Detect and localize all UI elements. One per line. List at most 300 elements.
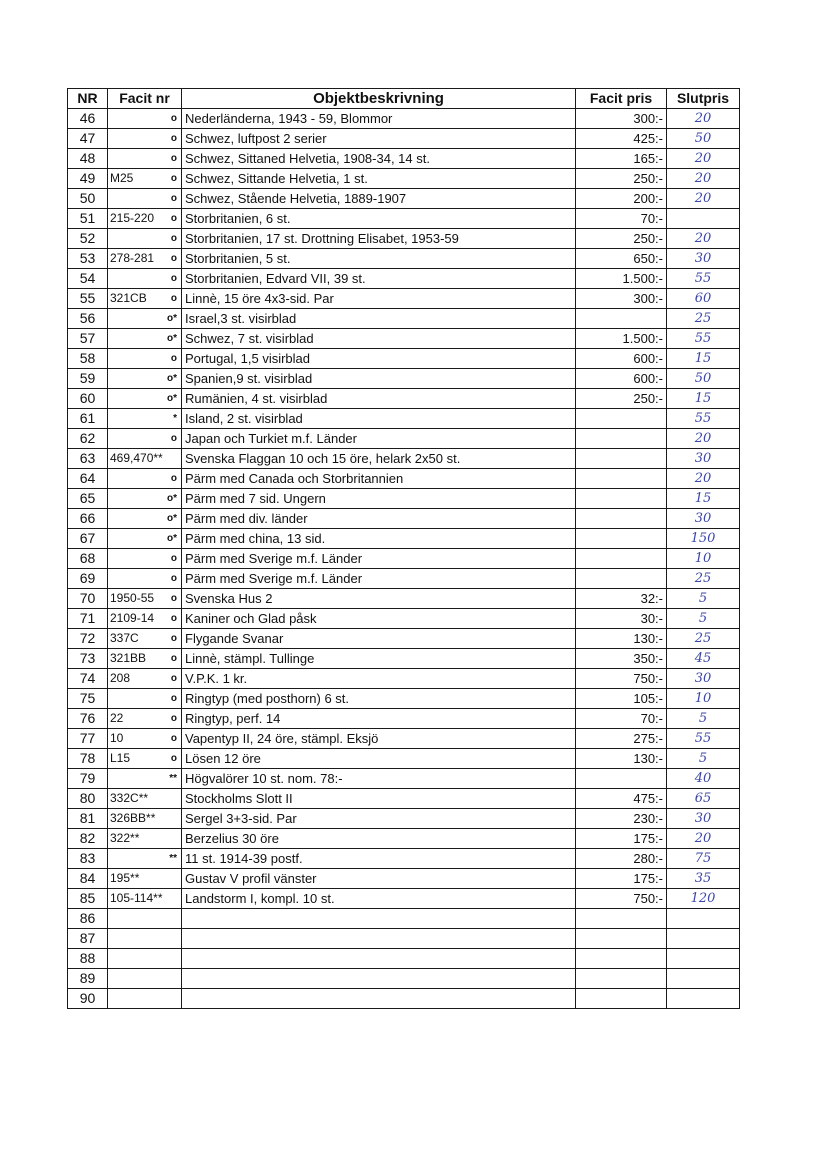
facit-price: 30:- — [576, 609, 667, 629]
table-row — [68, 869, 740, 889]
facit-number — [108, 709, 182, 729]
lot-number: 87 — [68, 929, 108, 949]
facit-price: 650:- — [576, 249, 667, 269]
condition-mark: o — [170, 573, 177, 584]
facit-number — [108, 209, 182, 229]
facit-number-text: 322** — [110, 831, 140, 845]
lot-description: Schwez, luftpost 2 serier — [182, 129, 576, 149]
facit-number — [108, 909, 182, 929]
facit-price: 250:- — [576, 169, 667, 189]
facit-number — [108, 369, 182, 389]
lot-description: Ringtyp (med posthorn) 6 st. — [182, 689, 576, 709]
table-row — [68, 989, 740, 1009]
lot-number: 81 — [68, 809, 108, 829]
lot-description: Schwez, Sittaned Helvetia, 1908-34, 14 st. — [182, 149, 576, 169]
final-price: 20 — [667, 829, 740, 849]
lot-description: Gustav V profil vänster — [182, 869, 576, 889]
facit-number — [108, 289, 182, 309]
lot-description: Island, 2 st. visirblad — [182, 409, 576, 429]
table-row — [68, 129, 740, 149]
facit-number — [108, 109, 182, 129]
facit-number — [108, 649, 182, 669]
header-nr: NR — [68, 89, 108, 109]
facit-number — [108, 729, 182, 749]
lot-number: 50 — [68, 189, 108, 209]
lot-description: Storbritanien, 6 st. — [182, 209, 576, 229]
lot-number: 58 — [68, 349, 108, 369]
lot-description: Pärm med 7 sid. Ungern — [182, 489, 576, 509]
condition-mark: o* — [167, 513, 177, 524]
final-price: 30 — [667, 809, 740, 829]
lot-description: Schwez, Sittande Helvetia, 1 st. — [182, 169, 576, 189]
lot-description: Vapentyp II, 24 öre, stämpl. Eksjö — [182, 729, 576, 749]
lot-number: 52 — [68, 229, 108, 249]
final-price: 10 — [667, 549, 740, 569]
facit-number — [108, 189, 182, 209]
final-price — [667, 909, 740, 929]
table-row — [68, 489, 740, 509]
facit-number — [108, 809, 182, 829]
facit-number — [108, 929, 182, 949]
table-row — [68, 689, 740, 709]
condition-mark: o* — [167, 393, 177, 404]
final-price: 20 — [667, 189, 740, 209]
lot-number: 64 — [68, 469, 108, 489]
condition-mark: o — [170, 473, 177, 484]
final-price: 15 — [667, 389, 740, 409]
facit-number — [108, 429, 182, 449]
facit-number-text: 1950-55 — [110, 591, 155, 605]
condition-mark: o* — [167, 313, 177, 324]
lot-number: 72 — [68, 629, 108, 649]
lot-description: Spanien,9 st. visirblad — [182, 369, 576, 389]
lot-description: 11 st. 1914-39 postf. — [182, 849, 576, 869]
table-row — [68, 529, 740, 549]
lot-description: Israel,3 st. visirblad — [182, 309, 576, 329]
facit-number-text: 469,470** — [110, 451, 163, 465]
lot-number: 79 — [68, 769, 108, 789]
lot-number: 57 — [68, 329, 108, 349]
final-price — [667, 949, 740, 969]
facit-price — [576, 469, 667, 489]
condition-mark: o — [170, 553, 177, 564]
facit-number — [108, 409, 182, 429]
lot-description: Pärm med china, 13 sid. — [182, 529, 576, 549]
table-row — [68, 369, 740, 389]
lot-description: Stockholms Slott II — [182, 789, 576, 809]
lot-description: Schwez, Stående Helvetia, 1889-1907 — [182, 189, 576, 209]
final-price: 40 — [667, 769, 740, 789]
facit-number-text: 10 — [110, 731, 124, 745]
condition-mark: o — [170, 273, 177, 284]
lot-description — [182, 909, 576, 929]
lot-number: 82 — [68, 829, 108, 849]
facit-price: 300:- — [576, 109, 667, 129]
facit-price — [576, 769, 667, 789]
facit-price — [576, 489, 667, 509]
lot-number: 78 — [68, 749, 108, 769]
table-row — [68, 889, 740, 909]
facit-price — [576, 569, 667, 589]
table-row — [68, 509, 740, 529]
facit-price: 275:- — [576, 729, 667, 749]
facit-number — [108, 249, 182, 269]
lot-description: Svenska Flaggan 10 och 15 öre, helark 2x50 st. — [182, 449, 576, 469]
facit-number — [108, 689, 182, 709]
facit-number — [108, 849, 182, 869]
final-price: 20 — [667, 149, 740, 169]
lot-number: 68 — [68, 549, 108, 569]
header-facit-price: Facit pris — [576, 89, 667, 109]
facit-price: 165:- — [576, 149, 667, 169]
final-price — [667, 969, 740, 989]
final-price: 15 — [667, 349, 740, 369]
facit-price: 600:- — [576, 369, 667, 389]
lot-description: Flygande Svanar — [182, 629, 576, 649]
table-row — [68, 269, 740, 289]
facit-number — [108, 509, 182, 529]
condition-mark: o — [170, 233, 177, 244]
final-price: 15 — [667, 489, 740, 509]
facit-price: 200:- — [576, 189, 667, 209]
table-row — [68, 589, 740, 609]
lot-description: Storbritanien, Edvard VII, 39 st. — [182, 269, 576, 289]
table-row — [68, 109, 740, 129]
facit-number — [108, 489, 182, 509]
facit-price — [576, 309, 667, 329]
facit-price — [576, 989, 667, 1009]
condition-mark: o — [170, 673, 177, 684]
facit-number — [108, 889, 182, 909]
facit-number-text: 195** — [110, 871, 140, 885]
facit-price: 130:- — [576, 749, 667, 769]
lot-number: 90 — [68, 989, 108, 1009]
table-row — [68, 229, 740, 249]
final-price: 50 — [667, 129, 740, 149]
condition-mark: o — [170, 653, 177, 664]
condition-mark: o* — [167, 333, 177, 344]
facit-number — [108, 569, 182, 589]
lot-number: 51 — [68, 209, 108, 229]
lot-number: 69 — [68, 569, 108, 589]
lot-number: 62 — [68, 429, 108, 449]
lot-number: 88 — [68, 949, 108, 969]
facit-number — [108, 349, 182, 369]
lot-table — [67, 88, 740, 1009]
lot-description: Storbritanien, 17 st. Drottning Elisabet, 1953-59 — [182, 229, 576, 249]
lot-number: 53 — [68, 249, 108, 269]
facit-number — [108, 949, 182, 969]
facit-number-text: 321CB — [110, 291, 147, 305]
table-row — [68, 829, 740, 849]
lot-description: Svenska Hus 2 — [182, 589, 576, 609]
table-row — [68, 669, 740, 689]
table-row — [68, 909, 740, 929]
final-price: 25 — [667, 309, 740, 329]
facit-price — [576, 409, 667, 429]
condition-mark: o — [170, 633, 177, 644]
table-row — [68, 809, 740, 829]
condition-mark: o — [170, 153, 177, 164]
facit-price — [576, 449, 667, 469]
lot-description: Ringtyp, perf. 14 — [182, 709, 576, 729]
condition-mark: o — [170, 213, 177, 224]
lot-number: 55 — [68, 289, 108, 309]
lot-number: 61 — [68, 409, 108, 429]
facit-price: 105:- — [576, 689, 667, 709]
condition-mark: o — [170, 433, 177, 444]
facit-number — [108, 989, 182, 1009]
facit-price: 280:- — [576, 849, 667, 869]
lot-number: 48 — [68, 149, 108, 169]
facit-number-text: 105-114** — [110, 891, 163, 905]
lot-number: 80 — [68, 789, 108, 809]
facit-number-text: M25 — [110, 171, 134, 185]
facit-price: 350:- — [576, 649, 667, 669]
condition-mark: * — [173, 413, 177, 424]
condition-mark: o — [170, 593, 177, 604]
facit-number-text: 337C — [110, 631, 139, 645]
facit-number — [108, 129, 182, 149]
facit-price: 250:- — [576, 229, 667, 249]
facit-number-text: 2109-14 — [110, 611, 155, 625]
lot-number: 86 — [68, 909, 108, 929]
condition-mark: o* — [167, 373, 177, 384]
final-price: 20 — [667, 429, 740, 449]
table-row — [68, 249, 740, 269]
table-row — [68, 149, 740, 169]
facit-price — [576, 929, 667, 949]
final-price: 5 — [667, 609, 740, 629]
facit-price: 425:- — [576, 129, 667, 149]
lot-description: Högvalörer 10 st. nom. 78:- — [182, 769, 576, 789]
facit-number — [108, 549, 182, 569]
lot-number: 85 — [68, 889, 108, 909]
facit-number — [108, 449, 182, 469]
facit-price: 750:- — [576, 889, 667, 909]
lot-number: 71 — [68, 609, 108, 629]
lot-number: 46 — [68, 109, 108, 129]
facit-number — [108, 609, 182, 629]
facit-number-text: 22 — [110, 711, 124, 725]
facit-price: 475:- — [576, 789, 667, 809]
lot-number: 56 — [68, 309, 108, 329]
table-row — [68, 709, 740, 729]
final-price: 55 — [667, 729, 740, 749]
lot-description: Schwez, 7 st. visirblad — [182, 329, 576, 349]
table-row — [68, 649, 740, 669]
final-price: 50 — [667, 369, 740, 389]
facit-price: 750:- — [576, 669, 667, 689]
facit-number-text: 208 — [110, 671, 131, 685]
final-price: 20 — [667, 109, 740, 129]
facit-number — [108, 669, 182, 689]
lot-description — [182, 989, 576, 1009]
condition-mark: o — [170, 113, 177, 124]
final-price: 60 — [667, 289, 740, 309]
lot-number: 49 — [68, 169, 108, 189]
final-price: 30 — [667, 509, 740, 529]
final-price: 30 — [667, 249, 740, 269]
facit-price — [576, 949, 667, 969]
table-row — [68, 929, 740, 949]
facit-number — [108, 769, 182, 789]
facit-price: 175:- — [576, 869, 667, 889]
facit-price: 70:- — [576, 709, 667, 729]
table-row — [68, 449, 740, 469]
lot-number: 66 — [68, 509, 108, 529]
table-row — [68, 569, 740, 589]
lot-description: Pärm med Sverige m.f. Länder — [182, 569, 576, 589]
facit-number-text: 321BB — [110, 651, 147, 665]
condition-mark: o* — [167, 493, 177, 504]
condition-mark: o — [170, 713, 177, 724]
table-row — [68, 329, 740, 349]
lot-description: Linnè, 15 öre 4x3-sid. Par — [182, 289, 576, 309]
header-final-price: Slutpris — [667, 89, 740, 109]
lot-description: Landstorm I, kompl. 10 st. — [182, 889, 576, 909]
facit-price — [576, 549, 667, 569]
final-price: 20 — [667, 469, 740, 489]
facit-number — [108, 869, 182, 889]
facit-price: 130:- — [576, 629, 667, 649]
final-price: 25 — [667, 569, 740, 589]
facit-number — [108, 169, 182, 189]
lot-description: Japan och Turkiet m.f. Länder — [182, 429, 576, 449]
lot-description: Nederländerna, 1943 - 59, Blommor — [182, 109, 576, 129]
lot-number: 77 — [68, 729, 108, 749]
facit-number — [108, 629, 182, 649]
table-row — [68, 749, 740, 769]
lot-number: 84 — [68, 869, 108, 889]
lot-number: 65 — [68, 489, 108, 509]
lot-number: 73 — [68, 649, 108, 669]
final-price: 30 — [667, 449, 740, 469]
lot-number: 83 — [68, 849, 108, 869]
lot-number: 60 — [68, 389, 108, 409]
lot-number: 54 — [68, 269, 108, 289]
condition-mark: o — [170, 133, 177, 144]
facit-number — [108, 529, 182, 549]
facit-price: 1.500:- — [576, 269, 667, 289]
condition-mark: o — [170, 293, 177, 304]
table-row — [68, 429, 740, 449]
final-price: 55 — [667, 409, 740, 429]
lot-description: Kaniner och Glad påsk — [182, 609, 576, 629]
facit-price: 300:- — [576, 289, 667, 309]
table-row — [68, 189, 740, 209]
final-price — [667, 929, 740, 949]
facit-number-text: 215-220 — [110, 211, 155, 225]
facit-price — [576, 529, 667, 549]
final-price: 5 — [667, 589, 740, 609]
final-price: 120 — [667, 889, 740, 909]
header-facit-nr: Facit nr — [108, 89, 182, 109]
lot-number: 70 — [68, 589, 108, 609]
facit-number-text: L15 — [110, 751, 131, 765]
facit-price: 70:- — [576, 209, 667, 229]
facit-number — [108, 269, 182, 289]
lot-description: Linnè, stämpl. Tullinge — [182, 649, 576, 669]
condition-mark: o — [170, 353, 177, 364]
facit-price: 230:- — [576, 809, 667, 829]
auction-sheet — [67, 88, 740, 1009]
table-row — [68, 769, 740, 789]
table-row — [68, 409, 740, 429]
lot-description: Portugal, 1,5 visirblad — [182, 349, 576, 369]
final-price: 35 — [667, 869, 740, 889]
lot-number: 74 — [68, 669, 108, 689]
lot-number: 59 — [68, 369, 108, 389]
lot-description: Pärm med Sverige m.f. Länder — [182, 549, 576, 569]
table-row — [68, 969, 740, 989]
condition-mark: o — [170, 193, 177, 204]
condition-mark: ** — [169, 853, 177, 864]
final-price: 45 — [667, 649, 740, 669]
table-row — [68, 549, 740, 569]
final-price: 65 — [667, 789, 740, 809]
facit-number — [108, 329, 182, 349]
condition-mark: o — [170, 173, 177, 184]
facit-number — [108, 229, 182, 249]
facit-number — [108, 789, 182, 809]
final-price — [667, 209, 740, 229]
final-price: 75 — [667, 849, 740, 869]
condition-mark: o — [170, 613, 177, 624]
table-row — [68, 729, 740, 749]
condition-mark: o — [170, 693, 177, 704]
table-row — [68, 949, 740, 969]
facit-price — [576, 909, 667, 929]
table-row — [68, 849, 740, 869]
final-price: 55 — [667, 269, 740, 289]
final-price: 20 — [667, 229, 740, 249]
lot-description: V.P.K. 1 kr. — [182, 669, 576, 689]
facit-price: 1.500:- — [576, 329, 667, 349]
table-row — [68, 469, 740, 489]
facit-number-text: 332C** — [110, 791, 149, 805]
facit-number — [108, 469, 182, 489]
lot-description: Lösen 12 öre — [182, 749, 576, 769]
header-description: Objektbeskrivning — [182, 89, 576, 109]
table-row — [68, 789, 740, 809]
facit-number — [108, 829, 182, 849]
final-price: 25 — [667, 629, 740, 649]
condition-mark: o — [170, 753, 177, 764]
facit-number — [108, 389, 182, 409]
lot-number: 47 — [68, 129, 108, 149]
table-row — [68, 609, 740, 629]
final-price: 10 — [667, 689, 740, 709]
facit-price — [576, 429, 667, 449]
facit-price: 250:- — [576, 389, 667, 409]
lot-description: Berzelius 30 öre — [182, 829, 576, 849]
lot-description — [182, 929, 576, 949]
condition-mark: o* — [167, 533, 177, 544]
facit-price — [576, 969, 667, 989]
final-price: 5 — [667, 709, 740, 729]
facit-number-text: 326BB** — [110, 811, 156, 825]
facit-number — [108, 749, 182, 769]
table-row — [68, 169, 740, 189]
final-price — [667, 989, 740, 1009]
table-row — [68, 349, 740, 369]
table-row — [68, 389, 740, 409]
table-row — [68, 209, 740, 229]
lot-number: 89 — [68, 969, 108, 989]
header-row — [68, 89, 740, 109]
facit-price: 175:- — [576, 829, 667, 849]
